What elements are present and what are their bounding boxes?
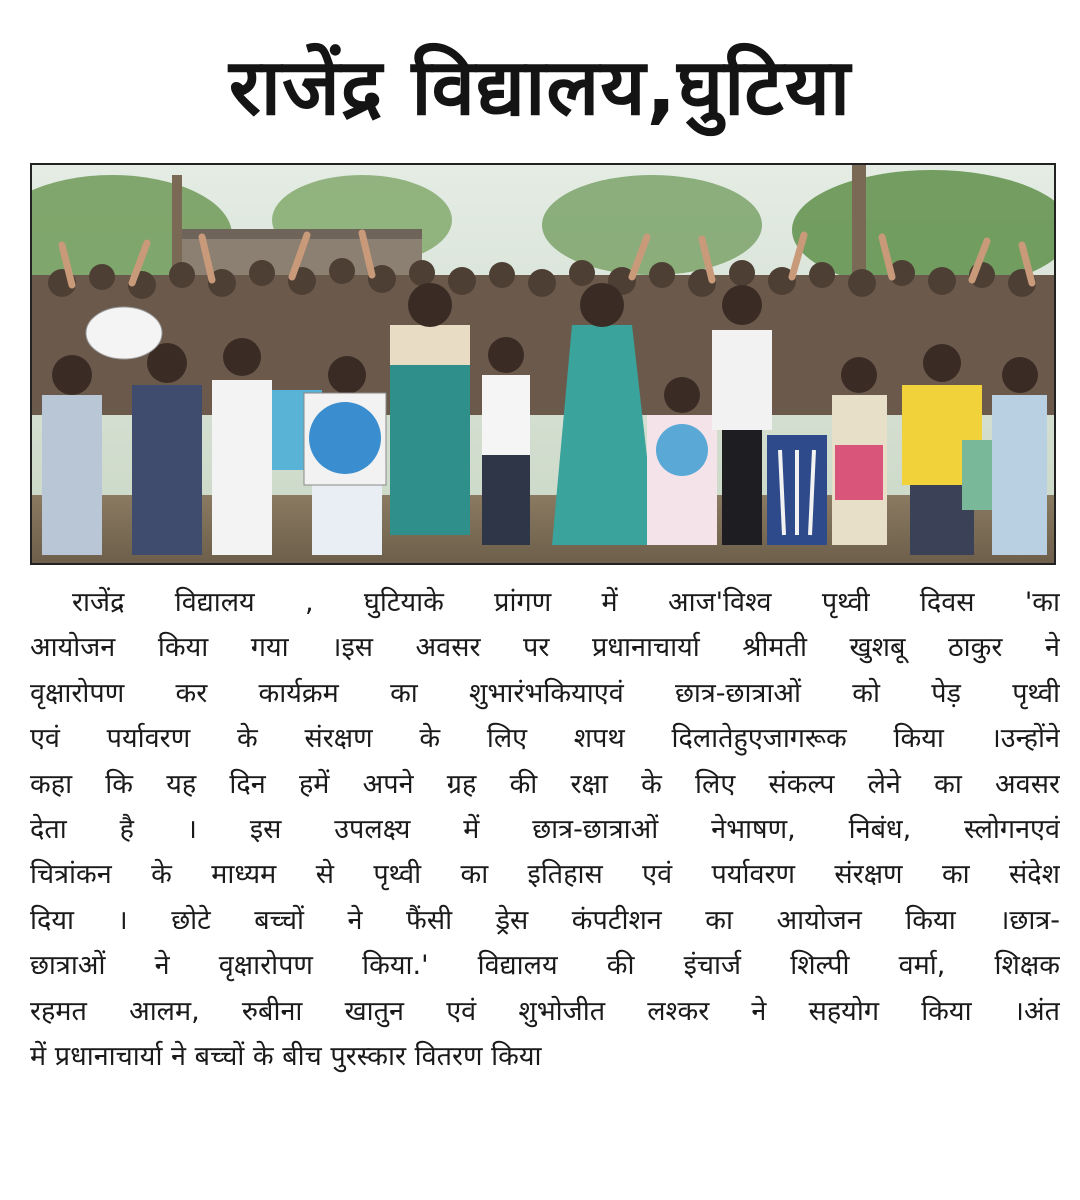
headline: राजेंद्र विद्यालय,घुटिया bbox=[228, 43, 852, 133]
photo-illustration bbox=[32, 165, 1054, 563]
article-line: वृक्षारोपण कर कार्यक्रम का शुभारंभकियाएवं छात्र-छात्राओं को पेड़ पृथ्वी bbox=[30, 677, 1060, 709]
article-line: एवं पर्यावरण के संरक्षण के लिए शपथ दिलातेहुएजागरूक किया ।उन्होंने bbox=[30, 723, 1060, 755]
article-body bbox=[30, 580, 1060, 1079]
news-photo bbox=[30, 163, 1056, 565]
article-line: आयोजन किया गया ।इस अवसर पर प्रधानाचार्या श्रीमती खुशबू ठाकुर ने bbox=[30, 632, 1060, 664]
article-line: छात्राओं ने वृक्षारोपण किया.' विद्यालय की इंचार्ज शिल्पी वर्मा, शिक्षक bbox=[30, 950, 1060, 982]
article-line: देता है । इस उपलक्ष्य में छात्र-छात्राओं नेभाषण, निबंध, स्लोगनएवं bbox=[30, 813, 1060, 845]
article-line: राजेंद्र विद्यालय , घुटियाके प्रांगण में आज'विश्व पृथ्वी दिवस 'का bbox=[72, 587, 1060, 618]
article-line: में प्रधानाचार्या ने बच्चों के बीच पुरस्कार वितरण किया bbox=[30, 1040, 542, 1072]
article-line: कहा कि यह दिन हमें अपने ग्रह की रक्षा के लिए संकल्प लेने का अवसर bbox=[30, 768, 1060, 800]
article-line: रहमत आलम, रुबीना खातुन एवं शुभोजीत लश्कर ने सहयोग किया ।अंत bbox=[30, 995, 1060, 1027]
article-line: चित्रांकन के माध्यम से पृथ्वी का इतिहास एवं पर्यावरण संरक्षण का संदेश bbox=[30, 859, 1060, 891]
article-line: दिया । छोटे बच्चों ने फैंसी ड्रेस कंपटीशन का आयोजन किया ।छात्र- bbox=[30, 904, 1060, 936]
